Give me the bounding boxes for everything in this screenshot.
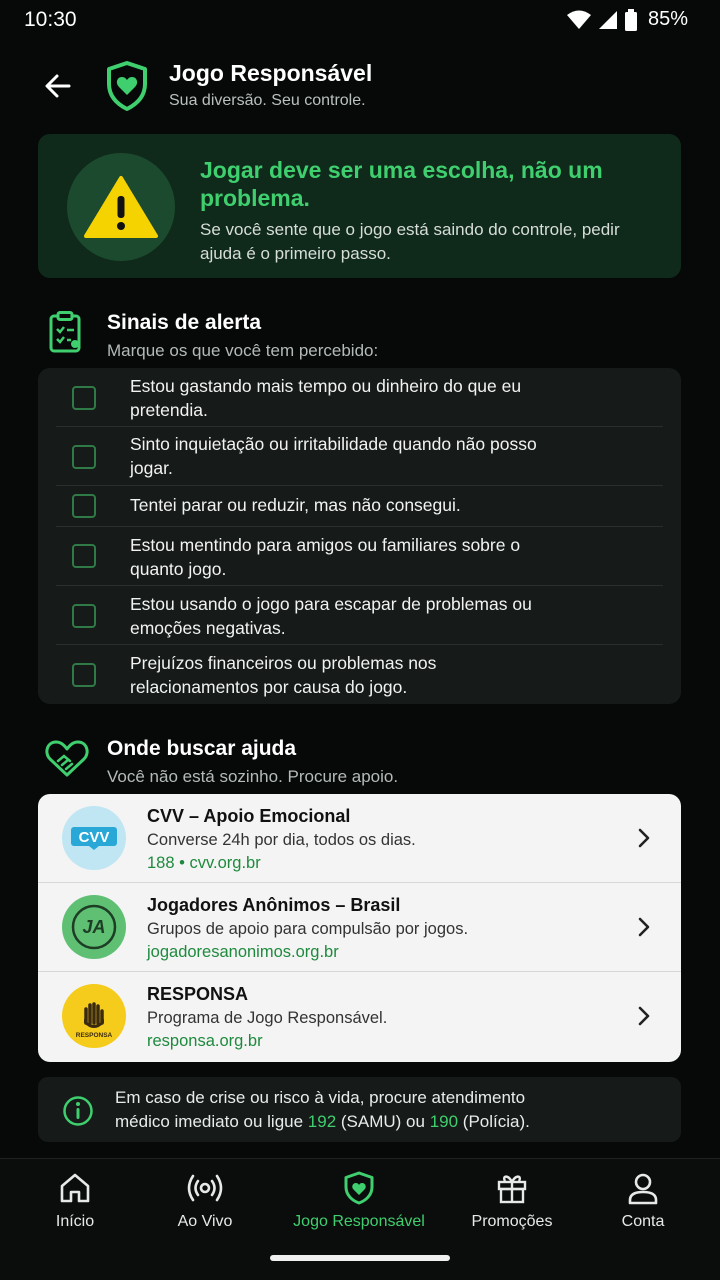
- bottom-nav: [0, 1158, 720, 1280]
- cvv-logo-text: CVV: [78, 829, 110, 846]
- jogadores-anonimos-logo: [62, 895, 126, 959]
- hero-text: Se você sente que o jogo está saindo do controle, pedir ajuda é o primeiro passo.: [200, 220, 620, 263]
- nav-label: Ao Vivo: [177, 1213, 233, 1230]
- checkbox[interactable]: [72, 663, 96, 687]
- checklist-item-label: Estou usando o jogo para escapar de problemas ou emoções negativas.: [130, 594, 532, 638]
- battery-percent: 85%: [647, 8, 688, 30]
- home-indicator[interactable]: [270, 1255, 450, 1261]
- help-item-link[interactable]: responsa.org.br: [147, 1032, 263, 1050]
- help-item-jogadores-anonimos[interactable]: [38, 883, 681, 972]
- checkbox[interactable]: [72, 544, 96, 568]
- checklist-item-label: Sinto inquietação ou irritabilidade quando não posso jogar.: [130, 434, 537, 478]
- page-subtitle: Sua diversão. Seu controle.: [169, 92, 366, 109]
- help-item-desc: Grupos de apoio para compulsão por jogos.: [147, 920, 469, 938]
- nav-label: Conta: [621, 1213, 665, 1230]
- samu-number[interactable]: 192: [307, 1112, 337, 1131]
- battery-icon: [624, 9, 638, 31]
- help-item-title: CVV – Apoio Emocional: [147, 806, 351, 826]
- section-subtitle: Marque os que você tem percebido:: [107, 341, 379, 360]
- section-title: Sinais de alerta: [107, 311, 262, 334]
- police-number[interactable]: 190: [429, 1112, 459, 1131]
- checklist-item[interactable]: [56, 427, 663, 486]
- checklist-item[interactable]: [56, 645, 663, 704]
- crisis-text: [115, 1086, 665, 1134]
- crisis-line2: médico imediato ou ligue: [115, 1112, 308, 1131]
- checklist-item[interactable]: [56, 368, 663, 427]
- app-header: [0, 54, 720, 118]
- help-phone: 188: [147, 854, 175, 872]
- help-item-title: Jogadores Anônimos – Brasil: [147, 895, 401, 915]
- shield-heart-icon: [104, 60, 150, 117]
- checkbox[interactable]: [72, 445, 96, 469]
- police-label: (Polícia).: [458, 1112, 530, 1131]
- crisis-line1: Em caso de crise ou risco à vida, procure atendimento: [115, 1088, 526, 1107]
- ja-logo-text: JA: [82, 917, 106, 937]
- nav-item-jogo-responsavel[interactable]: [274, 1171, 444, 1241]
- help-item-cvv[interactable]: [38, 794, 681, 883]
- nav-label: Jogo Responsável: [293, 1213, 425, 1230]
- hero-icon-circle: [67, 153, 175, 261]
- nav-label: Início: [55, 1213, 95, 1230]
- info-icon: [62, 1095, 94, 1127]
- checklist-item[interactable]: [56, 486, 663, 527]
- page-title: Jogo Responsável: [169, 60, 373, 86]
- clipboard-check-icon: [46, 311, 86, 358]
- responsa-logo: [62, 984, 126, 1048]
- checklist-item-label: Tentei parar ou reduzir, mas não consegui.: [130, 495, 461, 515]
- help-item-link[interactable]: jogadoresanonimos.org.br: [147, 943, 339, 961]
- cellular-signal-icon: [598, 10, 618, 30]
- nav-item-promocoes[interactable]: [442, 1171, 582, 1241]
- wifi-icon: [566, 10, 592, 30]
- gift-icon: [495, 1171, 529, 1205]
- warning-icon: [83, 174, 159, 240]
- hero-title: Jogar deve ser uma escolha, não um problema.: [200, 157, 603, 211]
- cvv-logo: [62, 806, 126, 870]
- warning-signs-header: [0, 311, 720, 371]
- help-item-desc: Programa de Jogo Responsável.: [147, 1009, 388, 1027]
- help-item-title: RESPONSA: [147, 984, 249, 1004]
- shield-heart-icon: [343, 1171, 375, 1205]
- user-icon: [626, 1171, 660, 1205]
- help-resources-list: [38, 794, 681, 1062]
- separator-dot: •: [179, 854, 185, 872]
- section-title: Onde buscar ajuda: [107, 737, 297, 760]
- live-icon: [186, 1171, 224, 1205]
- samu-label: (SAMU) ou: [336, 1112, 430, 1131]
- help-item-responsa[interactable]: [38, 972, 681, 1061]
- help-item-desc: Converse 24h por dia, todos os dias.: [147, 831, 416, 849]
- chevron-right-icon: [637, 916, 651, 938]
- nav-label: Promoções: [471, 1213, 553, 1230]
- help-item-link[interactable]: [147, 854, 261, 873]
- help-header: [0, 737, 720, 797]
- home-icon: [58, 1171, 92, 1205]
- checklist-item-label: Estou mentindo para amigos ou familiares sobre o quanto jogo.: [130, 535, 521, 579]
- checklist-item[interactable]: [56, 527, 663, 586]
- status-time: 10:30: [24, 8, 77, 31]
- checklist-item-label: Prejuízos financeiros ou problemas nos relacionamentos por causa do jogo.: [130, 653, 437, 697]
- help-url: cvv.org.br: [189, 854, 261, 872]
- crisis-notice: [38, 1077, 681, 1142]
- checklist-item-label: Estou gastando mais tempo ou dinheiro do que eu pretendia.: [130, 376, 522, 420]
- checkbox[interactable]: [72, 604, 96, 628]
- nav-item-inicio[interactable]: [5, 1171, 145, 1241]
- warning-signs-checklist: [38, 368, 681, 704]
- checkbox[interactable]: [72, 494, 96, 518]
- nav-item-ao-vivo[interactable]: [135, 1171, 275, 1241]
- nav-item-conta[interactable]: [573, 1171, 713, 1241]
- responsa-logo-text: RESPONSA: [75, 1032, 113, 1039]
- status-bar: [0, 0, 720, 40]
- status-icons: [566, 8, 688, 31]
- handshake-heart-icon: [44, 737, 90, 784]
- section-subtitle: Você não está sozinho. Procure apoio.: [107, 767, 399, 786]
- checkbox[interactable]: [72, 386, 96, 410]
- hero-card: [38, 134, 681, 278]
- back-button[interactable]: [36, 64, 80, 108]
- arrow-left-icon: [44, 72, 72, 100]
- chevron-right-icon: [637, 827, 651, 849]
- checklist-item[interactable]: [56, 586, 663, 645]
- chevron-right-icon: [637, 1005, 651, 1027]
